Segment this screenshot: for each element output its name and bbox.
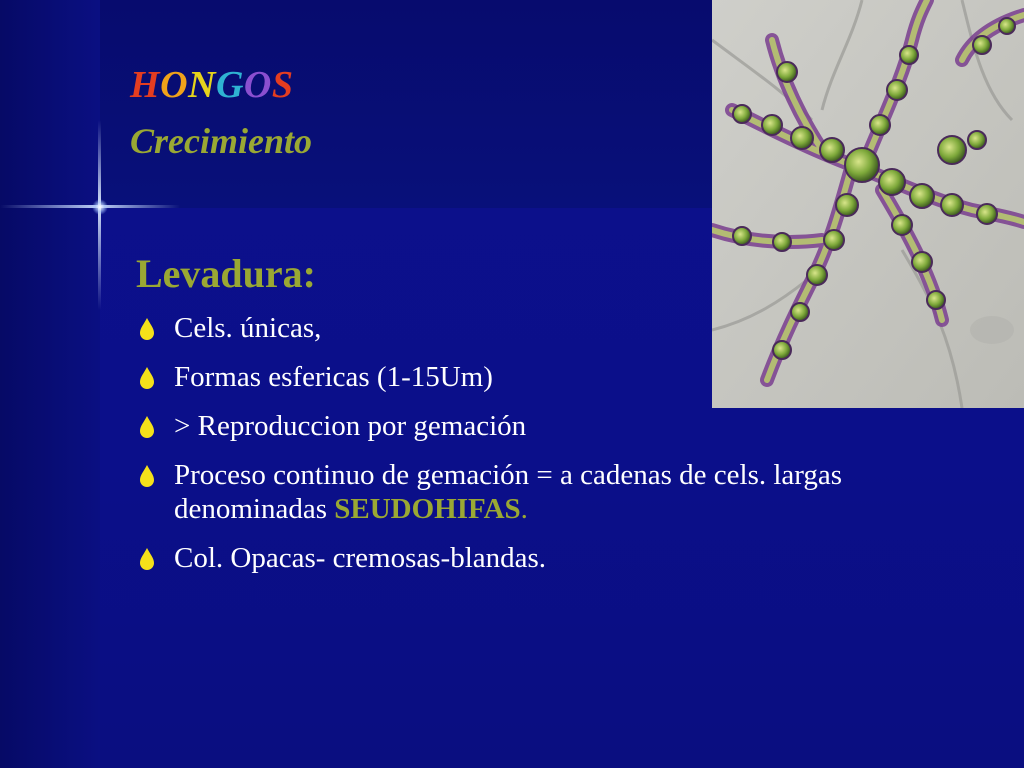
bullet-text <box>174 458 898 526</box>
left-strip <box>0 0 100 768</box>
title-letter: G <box>215 64 244 106</box>
slide-title <box>130 66 294 104</box>
bullet-text: > Reproduccion por gemación <box>174 410 527 442</box>
drop-bullet-icon <box>138 458 174 488</box>
list-item <box>138 360 898 394</box>
title-letter: O <box>160 64 189 106</box>
drop-bullet-icon <box>138 360 174 390</box>
highlight-term: SEUDOHIFAS <box>334 493 521 525</box>
drop-bullet-icon <box>138 541 174 571</box>
list-item <box>138 458 898 526</box>
bullet-text: Col. Opacas- cremosas-blandas. <box>174 542 547 574</box>
drop-bullet-icon <box>138 409 174 439</box>
drop-bullet-icon <box>138 311 174 341</box>
bullet-text-main: Proceso continuo de gemación = a cadenas de cels. largas denominadas <box>174 459 843 525</box>
bullet-text: Cels. únicas, <box>174 312 322 344</box>
title-letter: O <box>243 64 272 106</box>
list-item <box>138 541 898 575</box>
title-letter: S <box>271 64 294 106</box>
bullet-text-end: . <box>520 493 528 525</box>
bullet-list <box>138 311 898 590</box>
sparkle-horizontal-line <box>0 205 180 208</box>
list-item <box>138 311 898 345</box>
content-heading: Levadura: <box>136 251 316 296</box>
slide-subtitle: Crecimiento <box>130 121 312 161</box>
sparkle-vertical-line <box>98 120 101 310</box>
title-letter: H <box>130 64 161 106</box>
sparkle-star-icon <box>92 199 108 215</box>
title-letter: N <box>188 64 216 106</box>
list-item <box>138 409 898 443</box>
bullet-text: Formas esfericas (1-15Um) <box>174 361 493 393</box>
